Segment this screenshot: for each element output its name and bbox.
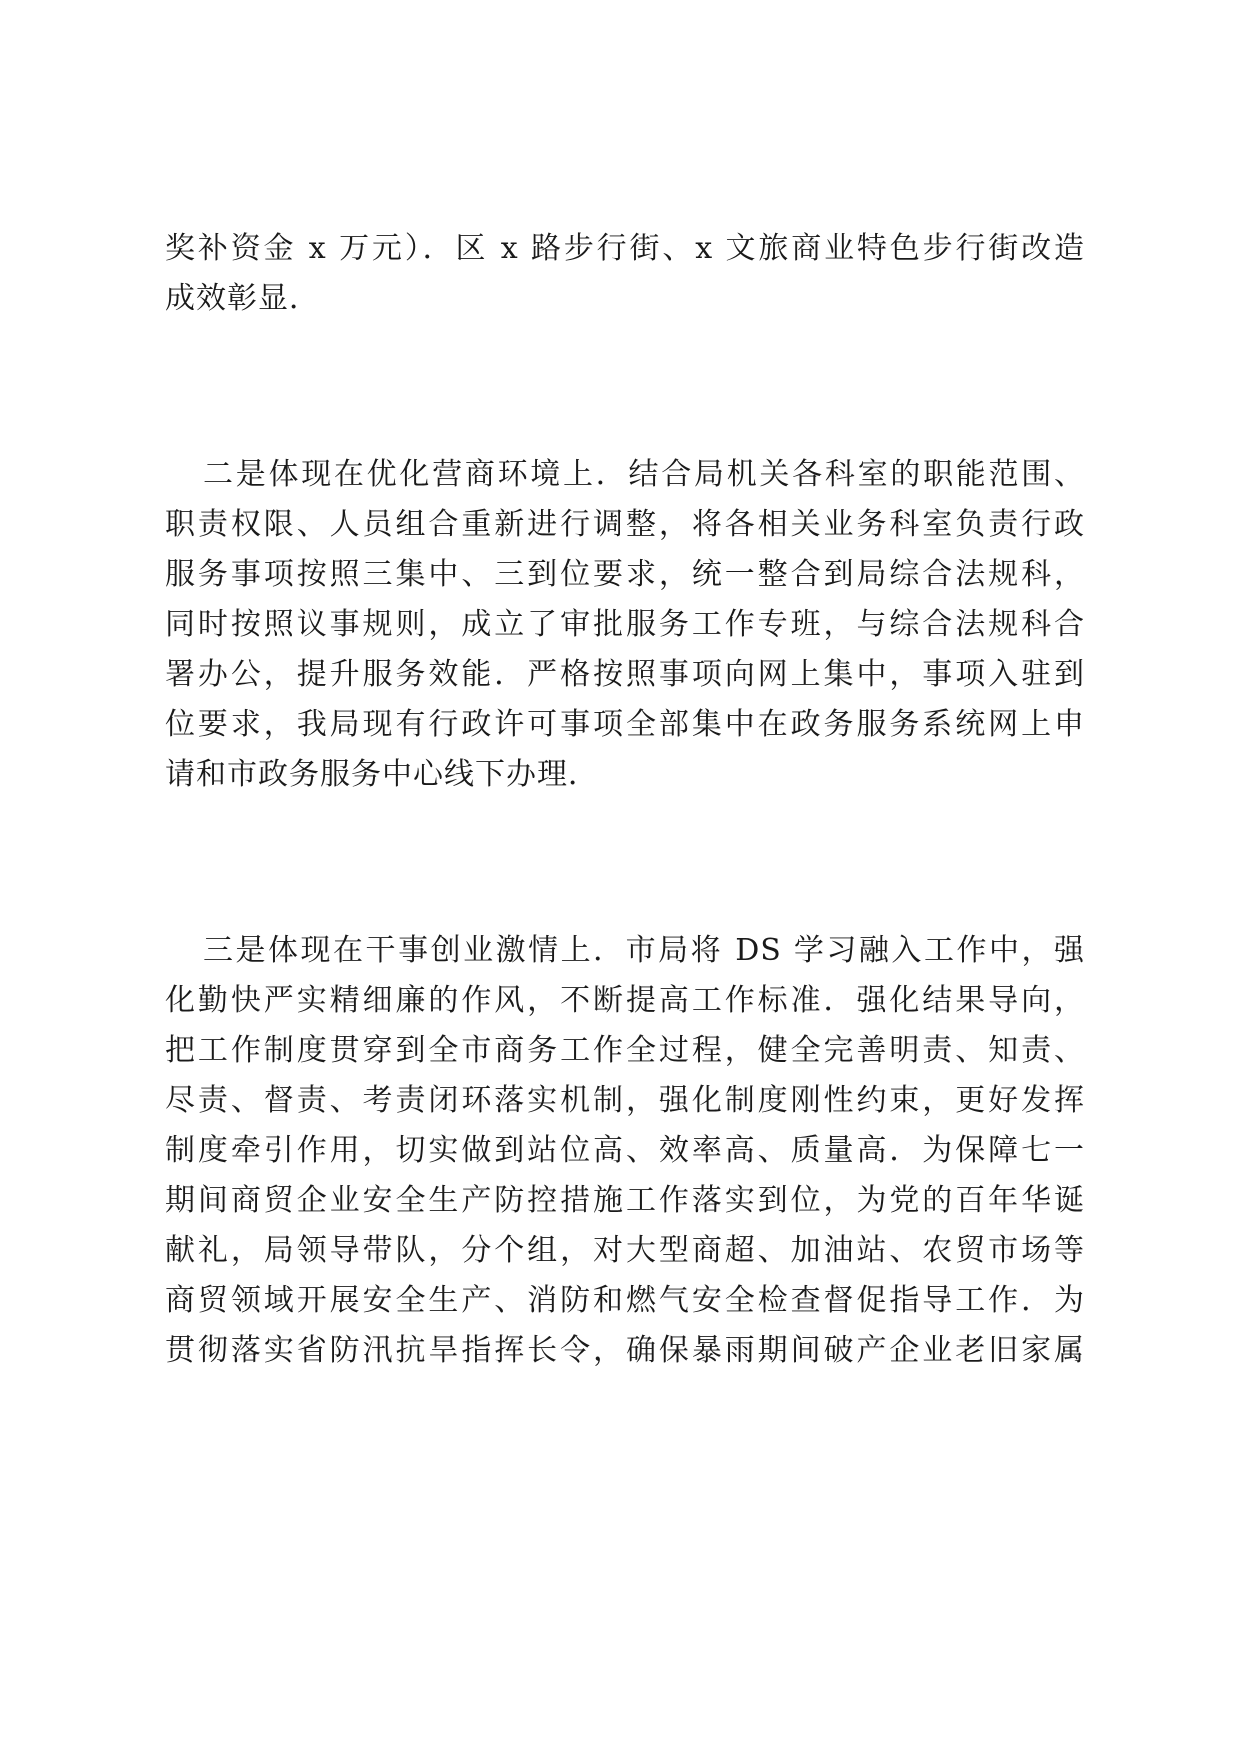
paragraph-spacer	[165, 324, 1085, 450]
text-line: 尽责、督责、考责闭环落实机制，强化制度刚性约束，更好发挥	[165, 1083, 1085, 1118]
text-line: 二是体现在优化营商环境上．结合局机关各科室的职能范围、	[203, 457, 1085, 492]
text-line: 三是体现在干事创业激情上．市局将 DS 学习融入工作中，强	[203, 933, 1085, 968]
text-line: 把工作制度贯穿到全市商务工作全过程，健全完善明责、知责、	[165, 1033, 1085, 1068]
text-line: 制度牵引作用，切实做到站位高、效率高、质量高．为保障七一	[165, 1133, 1085, 1168]
text-line: 商贸领域开展安全生产、消防和燃气安全检查督促指导工作．为	[165, 1283, 1085, 1318]
text-line: 奖补资金 x 万元）．区 x 路步行街、x 文旅商业特色步行街改造	[165, 231, 1085, 266]
text-line: 期间商贸企业安全生产防控措施工作落实到位，为党的百年华诞	[165, 1183, 1085, 1218]
text-line: 成效彰显．	[165, 281, 320, 316]
text-line: 服务事项按照三集中、三到位要求，统一整合到局综合法规科，	[165, 557, 1085, 592]
text-line: 位要求，我局现有行政许可事项全部集中在政务服务系统网上申	[165, 707, 1085, 742]
paragraph-2	[165, 450, 1085, 800]
paragraph-3	[165, 926, 1085, 1376]
text-line: 化勤快严实精细廉的作风，不断提高工作标准．强化结果导向，	[165, 983, 1085, 1018]
paragraph-spacer	[165, 800, 1085, 926]
text-line: 献礼，局领导带队，分个组，对大型商超、加油站、农贸市场等	[165, 1233, 1085, 1268]
text-line: 请和市政务服务中心线下办理．	[165, 757, 599, 792]
text-line: 职责权限、人员组合重新进行调整，将各相关业务科室负责行政	[165, 507, 1085, 542]
text-line: 贯彻落实省防汛抗旱指挥长令，确保暴雨期间破产企业老旧家属	[165, 1333, 1085, 1368]
document-body	[165, 224, 1085, 1376]
text-line: 同时按照议事规则，成立了审批服务工作专班，与综合法规科合	[165, 607, 1085, 642]
text-line: 署办公，提升服务效能．严格按照事项向网上集中，事项入驻到	[165, 657, 1085, 692]
paragraph-1	[165, 224, 1085, 324]
